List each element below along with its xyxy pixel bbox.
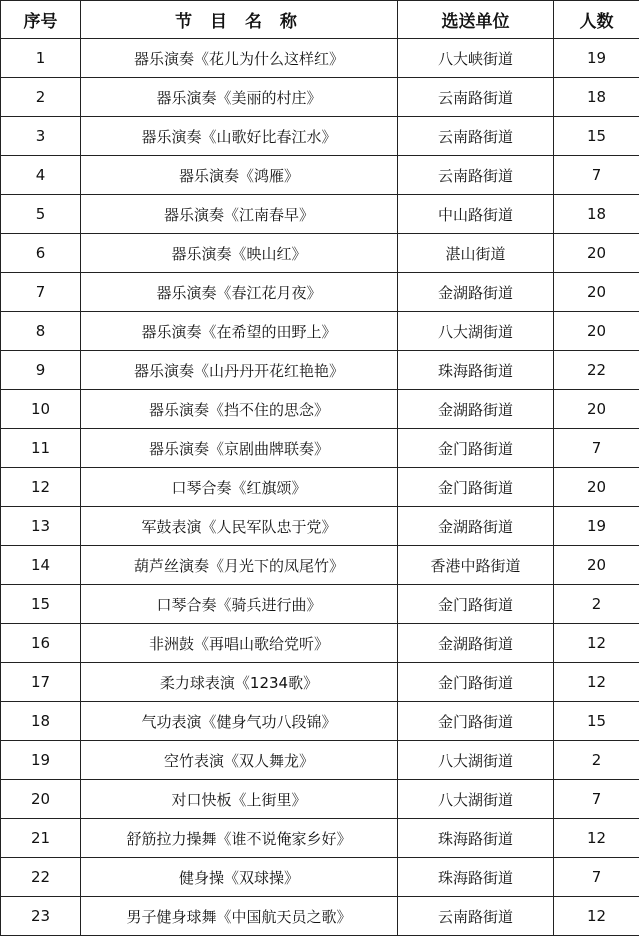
cell-count: 22	[554, 351, 639, 390]
table-row	[1, 507, 639, 546]
table-row	[1, 585, 639, 624]
cell-no: 17	[1, 663, 81, 702]
table-row	[1, 819, 639, 858]
cell-count: 20	[554, 390, 639, 429]
cell-program-name: 器乐演奏《山歌好比春江水》	[81, 117, 398, 156]
table-row	[1, 741, 639, 780]
cell-unit: 金门路街道	[398, 429, 554, 468]
cell-count: 7	[554, 429, 639, 468]
cell-no: 2	[1, 78, 81, 117]
cell-unit: 金门路街道	[398, 663, 554, 702]
cell-no: 18	[1, 702, 81, 741]
cell-program-name: 器乐演奏《挡不住的思念》	[81, 390, 398, 429]
header-row	[1, 1, 639, 39]
cell-count: 20	[554, 468, 639, 507]
cell-unit: 云南路街道	[398, 897, 554, 936]
cell-no: 7	[1, 273, 81, 312]
cell-unit: 金湖路街道	[398, 390, 554, 429]
cell-unit: 金湖路街道	[398, 273, 554, 312]
cell-program-name: 器乐演奏《花儿为什么这样红》	[81, 39, 398, 78]
cell-program-name: 器乐演奏《鸿雁》	[81, 156, 398, 195]
cell-unit: 八大湖街道	[398, 780, 554, 819]
cell-unit: 珠海路街道	[398, 351, 554, 390]
table-body	[1, 39, 639, 936]
cell-count: 20	[554, 312, 639, 351]
header-unit: 选送单位	[398, 1, 554, 39]
cell-no: 19	[1, 741, 81, 780]
table-header	[1, 1, 639, 39]
cell-program-name: 对口快板《上街里》	[81, 780, 398, 819]
cell-count: 20	[554, 273, 639, 312]
table-row	[1, 858, 639, 897]
table-row	[1, 663, 639, 702]
cell-unit: 云南路街道	[398, 117, 554, 156]
cell-unit: 八大峡街道	[398, 39, 554, 78]
cell-unit: 八大湖街道	[398, 312, 554, 351]
cell-unit: 湛山街道	[398, 234, 554, 273]
cell-unit: 中山路街道	[398, 195, 554, 234]
table-row	[1, 234, 639, 273]
cell-program-name: 器乐演奏《在希望的田野上》	[81, 312, 398, 351]
cell-program-name: 口琴合奏《骑兵进行曲》	[81, 585, 398, 624]
cell-count: 2	[554, 585, 639, 624]
table-row	[1, 351, 639, 390]
cell-program-name: 健身操《双球操》	[81, 858, 398, 897]
cell-count: 12	[554, 819, 639, 858]
cell-count: 19	[554, 507, 639, 546]
table-row	[1, 117, 639, 156]
cell-no: 3	[1, 117, 81, 156]
cell-no: 12	[1, 468, 81, 507]
cell-program-name: 器乐演奏《映山红》	[81, 234, 398, 273]
cell-unit: 金门路街道	[398, 468, 554, 507]
cell-no: 6	[1, 234, 81, 273]
table-row	[1, 273, 639, 312]
cell-program-name: 器乐演奏《江南春早》	[81, 195, 398, 234]
cell-count: 19	[554, 39, 639, 78]
table-row	[1, 429, 639, 468]
cell-no: 15	[1, 585, 81, 624]
cell-count: 20	[554, 234, 639, 273]
cell-count: 18	[554, 195, 639, 234]
cell-program-name: 器乐演奏《春江花月夜》	[81, 273, 398, 312]
cell-no: 16	[1, 624, 81, 663]
cell-no: 13	[1, 507, 81, 546]
header-program-name: 节 目 名 称	[81, 1, 398, 39]
cell-unit: 珠海路街道	[398, 858, 554, 897]
cell-count: 12	[554, 624, 639, 663]
cell-no: 14	[1, 546, 81, 585]
table-row	[1, 546, 639, 585]
cell-unit: 金门路街道	[398, 702, 554, 741]
cell-program-name: 口琴合奏《红旗颂》	[81, 468, 398, 507]
cell-program-name: 柔力球表演《1234歌》	[81, 663, 398, 702]
table-row	[1, 312, 639, 351]
cell-no: 5	[1, 195, 81, 234]
cell-count: 7	[554, 780, 639, 819]
cell-count: 18	[554, 78, 639, 117]
cell-no: 8	[1, 312, 81, 351]
cell-count: 12	[554, 663, 639, 702]
cell-unit: 金湖路街道	[398, 507, 554, 546]
cell-unit: 八大湖街道	[398, 741, 554, 780]
header-no: 序号	[1, 1, 81, 39]
table-row	[1, 780, 639, 819]
table-row	[1, 468, 639, 507]
cell-unit: 云南路街道	[398, 78, 554, 117]
cell-program-name: 气功表演《健身气功八段锦》	[81, 702, 398, 741]
table-row	[1, 624, 639, 663]
cell-program-name: 器乐演奏《京剧曲牌联奏》	[81, 429, 398, 468]
cell-program-name: 男子健身球舞《中国航天员之歌》	[81, 897, 398, 936]
cell-program-name: 葫芦丝演奏《月光下的凤尾竹》	[81, 546, 398, 585]
cell-count: 7	[554, 858, 639, 897]
table-row	[1, 39, 639, 78]
cell-no: 10	[1, 390, 81, 429]
cell-no: 1	[1, 39, 81, 78]
cell-program-name: 器乐演奏《美丽的村庄》	[81, 78, 398, 117]
table-row	[1, 78, 639, 117]
cell-unit: 金湖路街道	[398, 624, 554, 663]
cell-no: 11	[1, 429, 81, 468]
cell-unit: 珠海路街道	[398, 819, 554, 858]
cell-program-name: 军鼓表演《人民军队忠于党》	[81, 507, 398, 546]
cell-count: 15	[554, 702, 639, 741]
cell-program-name: 空竹表演《双人舞龙》	[81, 741, 398, 780]
table-row	[1, 897, 639, 936]
cell-no: 20	[1, 780, 81, 819]
cell-program-name: 器乐演奏《山丹丹开花红艳艳》	[81, 351, 398, 390]
cell-count: 7	[554, 156, 639, 195]
header-count: 人数	[554, 1, 639, 39]
cell-program-name: 舒筋拉力操舞《谁不说俺家乡好》	[81, 819, 398, 858]
cell-no: 9	[1, 351, 81, 390]
cell-no: 4	[1, 156, 81, 195]
cell-unit: 金门路街道	[398, 585, 554, 624]
cell-unit: 香港中路街道	[398, 546, 554, 585]
cell-no: 23	[1, 897, 81, 936]
table-row	[1, 195, 639, 234]
cell-no: 21	[1, 819, 81, 858]
cell-unit: 云南路街道	[398, 156, 554, 195]
cell-count: 12	[554, 897, 639, 936]
cell-no: 22	[1, 858, 81, 897]
cell-count: 2	[554, 741, 639, 780]
table-row	[1, 156, 639, 195]
cell-count: 20	[554, 546, 639, 585]
cell-count: 15	[554, 117, 639, 156]
table-row	[1, 390, 639, 429]
cell-program-name: 非洲鼓《再唱山歌给党听》	[81, 624, 398, 663]
table-row	[1, 702, 639, 741]
